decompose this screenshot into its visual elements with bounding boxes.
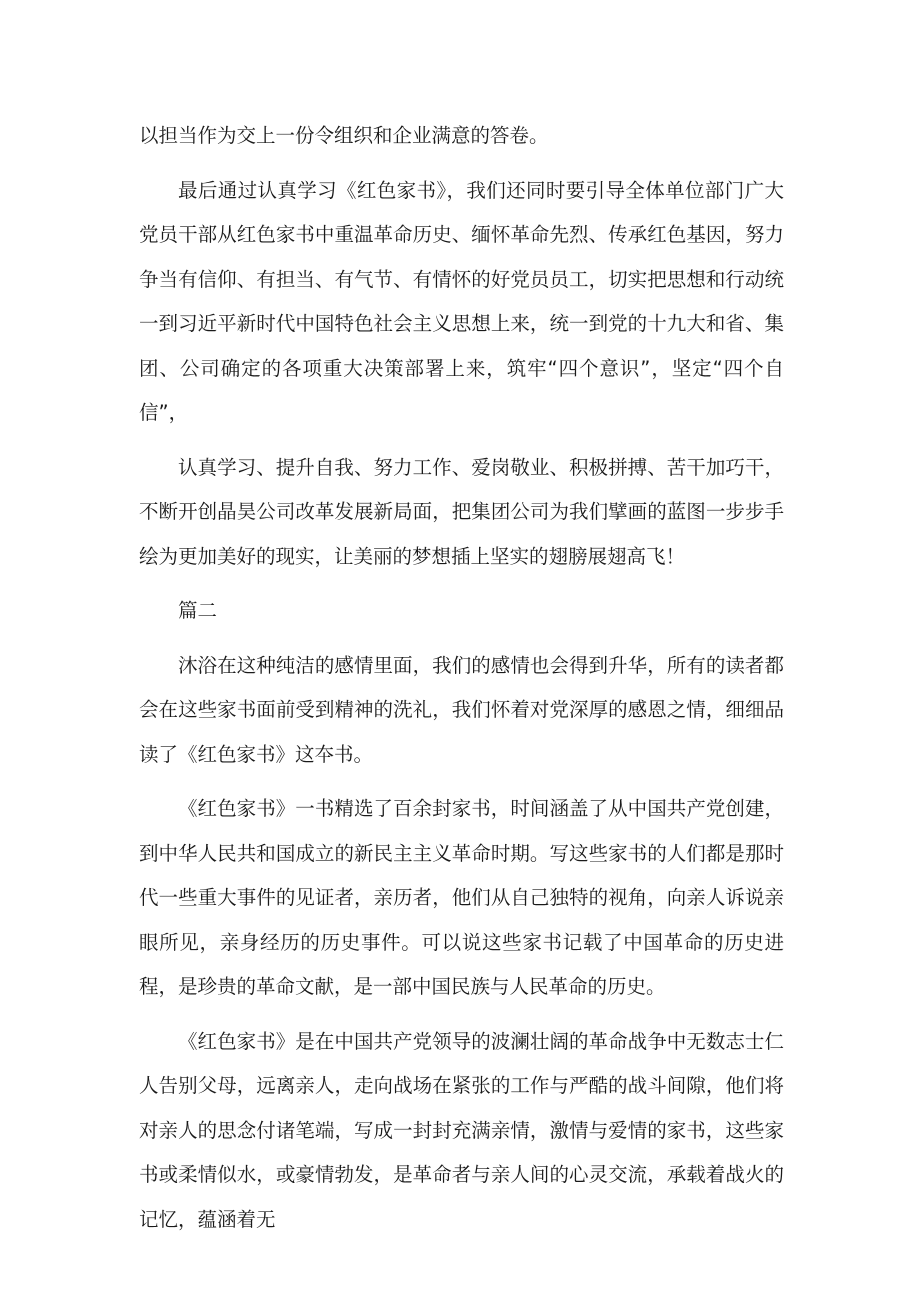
paragraph-study-guidance: 最后通过认真学习《红色家书》，我们还同时要引导全体单位部门广大党员干部从红色家书中重温革命历史、缅怀革命先烈、传承红色基因，努力争当有信仰、有担当、有气节、有情怀的好党员员工，切实把思想和行动统一到习近平新时代中国特色社会主义思想上来，统一到党的十九大和省、集团、公司确定的各项重大决策部署上来，筑牢“四个意识”，坚定“四个自信”， — [139, 178, 784, 424]
document-body — [139, 114, 784, 1252]
paragraph-letters-background: 《红色家书》是在中国共产党领导的波澜壮阔的革命战争中无数志士仁人告别父母，远离亲人，走向战场在紧张的工作与严酷的战斗间隙，他们将对亲人的思念付诸笔端，写成一封封充满亲情，激情与爱情的家书，这些家书或柔情似水，或豪情勃发，是革命者与亲人间的心灵交流，承载着战火的记忆，蕴涵着无 — [139, 1029, 784, 1231]
paragraph-reading-experience: 沐浴在这种纯洁的感情里面，我们的感情也会得到升华，所有的读者都会在这些家书面前受到精神的洗礼，我们怀着对党深厚的感恩之情，细细品读了《红色家书》这夲书。 — [139, 653, 784, 766]
paragraph-book-overview: 《红色家书》一书精选了百余封家书，时间涵盖了从中国共产党创建，到中华人民共和国成立的新民主主义革命时期。写这些家书的人们都是那时代一些重大事件的见证者，亲历者，他们从自己独特的视角，向亲人诉说亲眼所见，亲身经历的历史事件。可以说这些家书记载了中国革命的历史进程，是珍贵的革命文献，是一部中国民族与人民革命的历史。 — [139, 797, 784, 998]
paragraph-continued: 以担当作为交上一份令组织和企业满意的答卷。 — [139, 124, 549, 147]
section-heading-part-two: 篇二 — [178, 599, 218, 622]
paragraph-work-hard: 认真学习、提升自我、努力工作、爱岗敬业、积极拼搏、苦干加巧干，不断开创晶昊公司改革发展新局面，把集团公司为我们擘画的蓝图一步步手绘为更加美好的现实，让美丽的梦想插上坚实的翅膀展翅高飞！ — [139, 455, 784, 568]
